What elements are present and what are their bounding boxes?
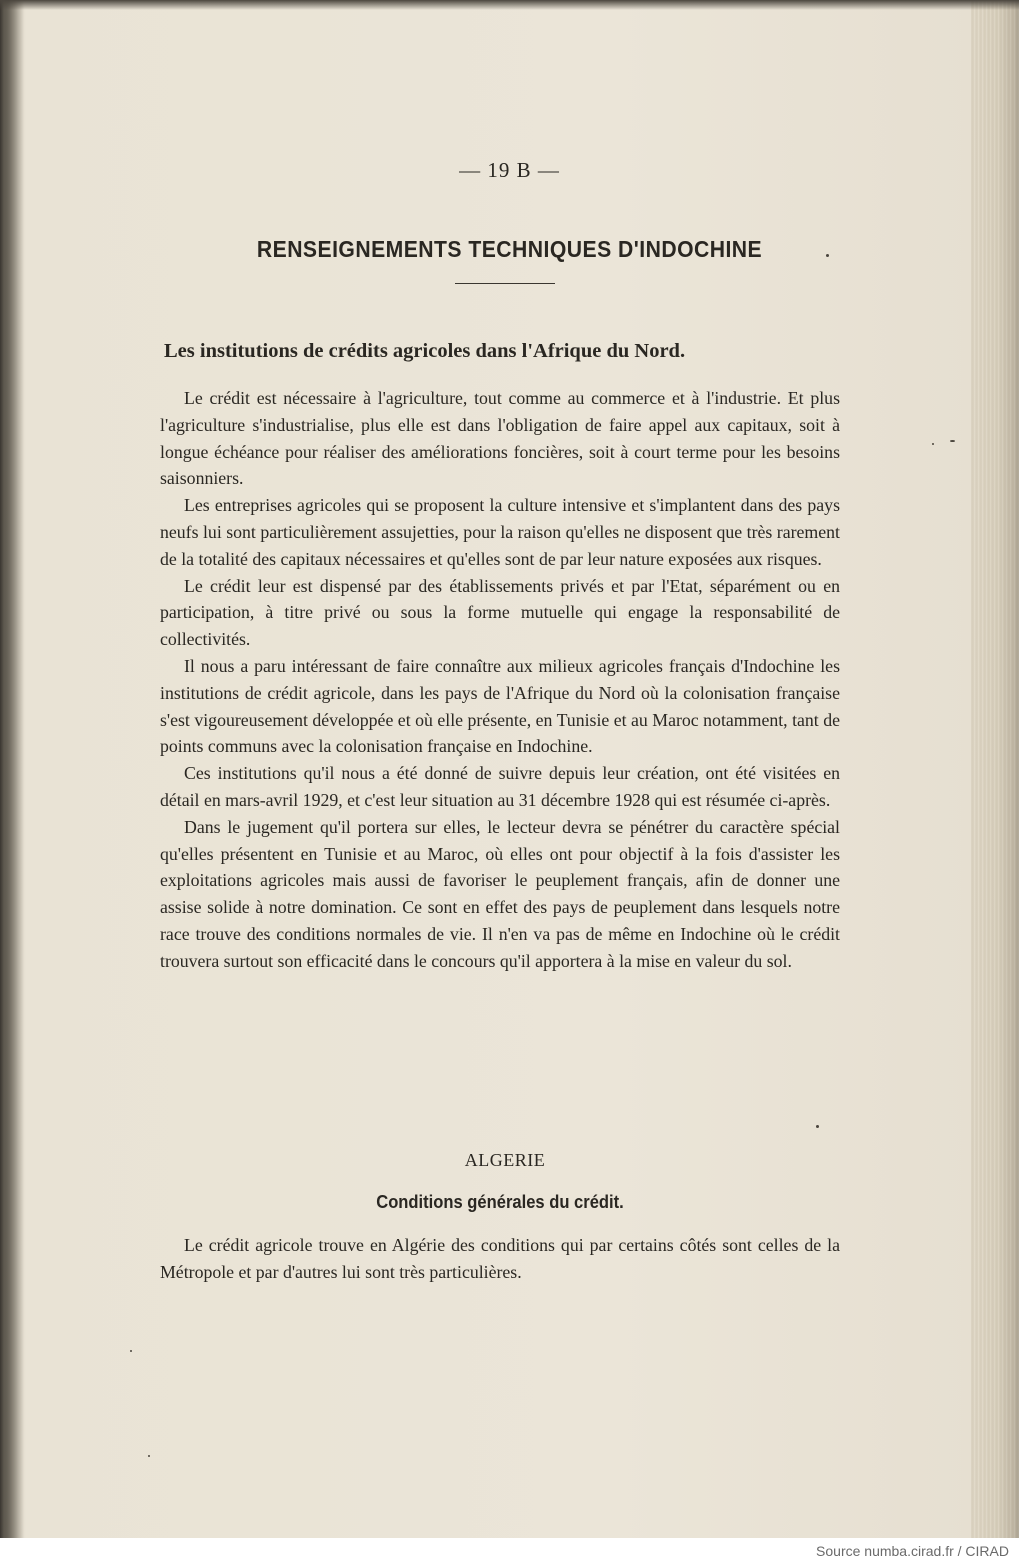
binding-shadow (0, 0, 24, 1538)
closing-text (160, 1232, 840, 1286)
source-credit: Source numba.cirad.fr / CIRAD (816, 1543, 1009, 1559)
paragraph-5: Ces institutions qu'il nous a été donné de suivre depuis leur création, ont été visitées en détail en mars-avril 1929, et c'est leur situation au 31 décembre 1928 qui est résumée ci-après. (160, 763, 840, 810)
top-edge-shadow (0, 0, 1019, 10)
page-stack-edge (971, 0, 1019, 1538)
page-title: RENSEIGNEMENTS TECHNIQUES D'INDOCHINE (256, 236, 763, 262)
paragraph-3: Le crédit leur est dispensé par des établissements privés et par l'Etat, séparément ou en participation, à titre privé ou sous la forme mutuelle qui engage la responsabilité de collectivités. (160, 575, 840, 650)
speck (932, 443, 934, 445)
page-number: — 19 B — (459, 158, 560, 182)
title-divider (455, 283, 555, 284)
topic-heading: Conditions générales du crédit. (376, 1192, 624, 1212)
paragraph-6: Dans le jugement qu'il portera sur elles, le lecteur devra se pénétrer du caractère spécial qu'elles présentent en Tunisie et au Maroc, où elles ont pour objectif à la fois d'assister les exploitations agricoles mais aussi de favoriser le peuplement français, afin de donner une assise solide à notre domination. Ce sont en effet des pays de peuplement dans lesquels notre race trouve des conditions normales de vie. Il n'en va pas de même en Indochine où le crédit trouvera surtout son efficacité dans le concours qu'il apportera à la mise en valeur du sol. (160, 816, 840, 971)
section-title: Les institutions de crédits agricoles dans l'Afrique du Nord. (164, 340, 686, 362)
speck (950, 440, 955, 442)
body-text (160, 385, 840, 975)
speck (826, 254, 829, 257)
speck (130, 1350, 132, 1352)
paragraph-4: Il nous a paru intéressant de faire connaître aux milieux agricoles français d'Indochine les institutions de crédit agricole, dans les pays de l'Afrique du Nord où la colonisation française s'est vigoureusement développée et où elle présente, en Tunisie et au Maroc notamment, tant de points communs avec la colonisation française en Indochine. (160, 655, 840, 757)
speck (148, 1455, 150, 1457)
paragraph-2: Les entreprises agricoles qui se proposent la culture intensive et s'implantent dans des pays neufs lui sont particulièrement assujetties, pour la raison qu'elles ne disposent que très rarement de la totalité des capitaux nécessaires et qu'elles sont de par leur nature exposées aux risques. (160, 495, 840, 569)
speck (816, 1125, 819, 1128)
region-heading: ALGERIE (464, 1150, 546, 1170)
closing-paragraph: Le crédit agricole trouve en Algérie des conditions qui par certains côtés sont celles de la Métropole et par d'autres lui sont très particulières. (160, 1235, 840, 1282)
paragraph-1: Le crédit est nécessaire à l'agriculture, tout comme au commerce et à l'industrie. Et plus l'agriculture s'industrialise, plus elle est dans l'obligation de faire appel aux capitaux, soit à longue échéance pour réaliser des améliorations foncières, soit à court terme pour les besoins saisonniers. (160, 388, 840, 489)
